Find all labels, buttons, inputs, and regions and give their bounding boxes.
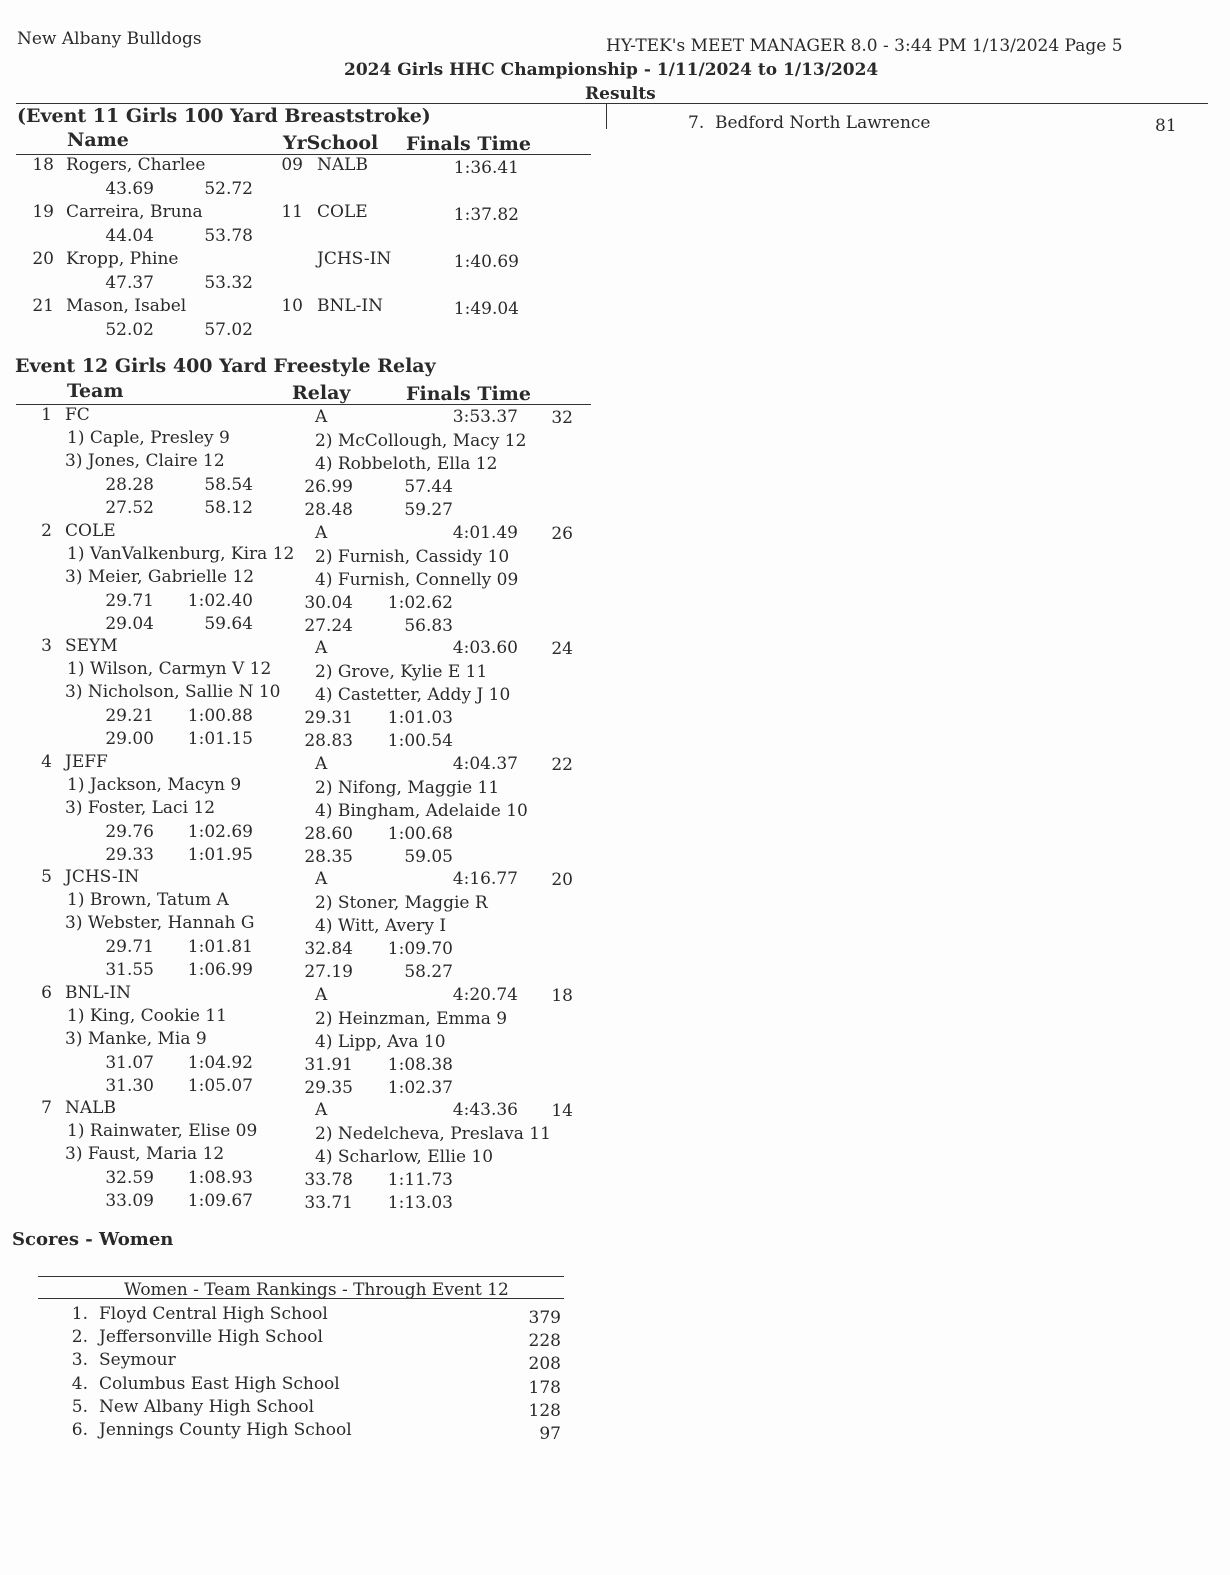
swimmer-name: Mason, Isabel bbox=[66, 296, 187, 316]
swimmer-school: BNL-IN bbox=[317, 296, 383, 316]
split-time: 1:01.15 bbox=[187, 729, 253, 749]
relay-letter: A bbox=[315, 753, 328, 774]
relay-swimmer: 4) Castetter, Addy J 10 bbox=[315, 685, 511, 705]
event11-col-finals: Finals Time bbox=[406, 133, 531, 155]
rankings-title: Women - Team Rankings - Through Event 12 bbox=[124, 1280, 509, 1300]
relay-swimmer: 3) Webster, Hannah G bbox=[65, 913, 255, 933]
header-rule bbox=[16, 103, 1208, 104]
event11-col-name: Name bbox=[67, 129, 129, 151]
ranking-team: Jeffersonville High School bbox=[99, 1327, 323, 1348]
relay-swimmer: 4) Robbeloth, Ella 12 bbox=[315, 454, 498, 474]
split-time: 58.54 bbox=[204, 475, 253, 495]
split-time: 52.72 bbox=[204, 179, 253, 199]
ranking-points: 128 bbox=[528, 1400, 561, 1421]
relay-team: NALB bbox=[65, 1098, 116, 1118]
split-time: 1:06.99 bbox=[187, 960, 253, 980]
ranking-rank: 3. bbox=[71, 1350, 88, 1371]
split-time: 28.60 bbox=[304, 823, 353, 844]
relay-place: 1 bbox=[41, 405, 52, 425]
relay-swimmer: 4) Scharlow, Ellie 10 bbox=[315, 1147, 494, 1167]
split-time: 1:01.81 bbox=[187, 937, 253, 957]
ranking-rank: 1. bbox=[71, 1304, 88, 1324]
relay-place: 5 bbox=[41, 867, 52, 887]
event12-col-team: Team bbox=[67, 380, 124, 402]
finals-time: 1:49.04 bbox=[453, 299, 519, 319]
relay-swimmer: 3) Jones, Claire 12 bbox=[65, 451, 225, 471]
split-time: 29.35 bbox=[304, 1077, 353, 1098]
relay-place: 4 bbox=[41, 751, 52, 772]
swimmer-year: 10 bbox=[281, 296, 303, 316]
finals-time: 1:36.41 bbox=[453, 158, 519, 178]
relay-points: 32 bbox=[551, 408, 573, 428]
split-time: 31.91 bbox=[304, 1054, 353, 1075]
split-time: 1:05.07 bbox=[187, 1075, 253, 1096]
relay-swimmer: 4) Lipp, Ava 10 bbox=[315, 1031, 446, 1052]
header-software: HY-TEK's MEET MANAGER 8.0 - 3:44 PM 1/13/2024 Page 5 bbox=[606, 36, 1123, 56]
relay-swimmer: 1) Caple, Presley 9 bbox=[67, 428, 230, 448]
relay-finals-time: 4:20.74 bbox=[452, 984, 518, 1005]
ranking-points: 208 bbox=[528, 1354, 561, 1375]
relay-place: 3 bbox=[41, 636, 52, 656]
split-time: 1:09.67 bbox=[187, 1191, 253, 1211]
split-time: 29.33 bbox=[105, 844, 154, 865]
relay-swimmer: 4) Witt, Avery I bbox=[315, 916, 447, 936]
split-time: 33.71 bbox=[304, 1193, 353, 1213]
swimmer-school: NALB bbox=[317, 155, 368, 175]
relay-points: 20 bbox=[551, 870, 573, 890]
relay-team: JCHS-IN bbox=[65, 867, 140, 887]
split-time: 1:00.68 bbox=[387, 823, 453, 844]
event12-title: Event 12 Girls 400 Yard Freestyle Relay bbox=[15, 355, 436, 377]
relay-team: SEYM bbox=[65, 636, 118, 656]
section-title: Results bbox=[585, 84, 656, 104]
relay-finals-time: 4:43.36 bbox=[452, 1100, 518, 1120]
split-time: 52.02 bbox=[105, 320, 154, 340]
event12-col-finals: Finals Time bbox=[406, 383, 531, 405]
relay-points: 14 bbox=[551, 1101, 573, 1121]
relay-swimmer: 2) Nedelcheva, Preslava 11 bbox=[315, 1124, 551, 1144]
split-time: 53.32 bbox=[204, 273, 253, 293]
relay-swimmer: 3) Foster, Laci 12 bbox=[65, 797, 216, 818]
split-time: 58.27 bbox=[404, 962, 453, 982]
result-place: 18 bbox=[32, 155, 54, 175]
relay-swimmer: 1) King, Cookie 11 bbox=[67, 1005, 227, 1026]
relay-swimmer: 4) Furnish, Connelly 09 bbox=[315, 569, 519, 590]
split-time: 33.78 bbox=[304, 1170, 353, 1190]
relay-swimmer: 3) Nicholson, Sallie N 10 bbox=[65, 682, 281, 702]
relay-swimmer: 2) Heinzman, Emma 9 bbox=[315, 1008, 508, 1029]
rankings-top-rule bbox=[38, 1276, 564, 1277]
event12-header-rule bbox=[16, 404, 591, 405]
ranking-points: 97 bbox=[539, 1424, 561, 1444]
split-time: 1:01.95 bbox=[187, 844, 253, 865]
relay-swimmer: 1) VanValkenburg, Kira 12 bbox=[67, 543, 295, 564]
relay-swimmer: 2) Stoner, Maggie R bbox=[315, 893, 488, 913]
split-time: 31.55 bbox=[105, 960, 154, 980]
ranking-team: Seymour bbox=[99, 1350, 176, 1371]
swimmer-year: 11 bbox=[281, 202, 303, 222]
split-time: 28.35 bbox=[304, 846, 353, 867]
split-time: 28.83 bbox=[304, 731, 353, 751]
split-time: 58.12 bbox=[204, 498, 253, 518]
relay-place: 2 bbox=[41, 520, 52, 541]
ranking-points: 228 bbox=[528, 1331, 561, 1352]
relay-team: COLE bbox=[65, 520, 116, 541]
split-time: 44.04 bbox=[105, 226, 154, 246]
relay-place: 7 bbox=[41, 1098, 52, 1118]
column-divider bbox=[606, 104, 607, 129]
split-time: 47.37 bbox=[105, 273, 154, 293]
relay-swimmer: 2) McCollough, Macy 12 bbox=[315, 431, 527, 451]
split-time: 1:04.92 bbox=[187, 1052, 253, 1073]
relay-team: JEFF bbox=[65, 751, 108, 772]
split-time: 57.02 bbox=[204, 320, 253, 340]
result-place: 19 bbox=[32, 202, 54, 222]
ranking-rank: 6. bbox=[71, 1420, 88, 1440]
split-time: 1:00.54 bbox=[387, 731, 453, 751]
split-time: 29.31 bbox=[304, 708, 353, 728]
split-time: 28.48 bbox=[304, 500, 353, 520]
relay-letter: A bbox=[315, 984, 328, 1005]
event11-col-yrschool: YrSchool bbox=[283, 132, 379, 154]
split-time: 1:02.37 bbox=[387, 1077, 453, 1098]
relay-swimmer: 3) Meier, Gabrielle 12 bbox=[65, 566, 255, 587]
split-time: 1:13.03 bbox=[387, 1193, 453, 1213]
swimmer-year: 09 bbox=[281, 155, 303, 175]
event12-col-relay: Relay bbox=[292, 382, 351, 404]
relay-finals-time: 4:01.49 bbox=[452, 522, 518, 543]
relay-letter: A bbox=[315, 407, 328, 427]
split-time: 1:02.69 bbox=[187, 821, 253, 842]
relay-place: 6 bbox=[41, 982, 52, 1003]
split-time: 27.52 bbox=[105, 498, 154, 518]
rankings-bottom-rule bbox=[38, 1298, 564, 1299]
split-time: 43.69 bbox=[105, 179, 154, 199]
relay-finals-time: 4:03.60 bbox=[452, 638, 518, 658]
relay-swimmer: 2) Nifong, Maggie 11 bbox=[315, 777, 500, 798]
relay-team: BNL-IN bbox=[65, 982, 131, 1003]
split-time: 26.99 bbox=[304, 477, 353, 497]
relay-swimmer: 1) Rainwater, Elise 09 bbox=[67, 1121, 258, 1141]
split-time: 27.24 bbox=[304, 615, 353, 636]
split-time: 29.04 bbox=[105, 613, 154, 634]
ranking-points: 379 bbox=[528, 1308, 561, 1328]
split-time: 57.44 bbox=[404, 477, 453, 497]
swimmer-school: JCHS-IN bbox=[317, 249, 392, 269]
swimmer-name: Kropp, Phine bbox=[66, 249, 179, 269]
split-time: 31.30 bbox=[105, 1075, 154, 1096]
swimmer-name: Carreira, Bruna bbox=[66, 202, 203, 222]
split-time: 1:11.73 bbox=[387, 1170, 453, 1190]
relay-swimmer: 1) Jackson, Macyn 9 bbox=[67, 774, 242, 795]
result-place: 20 bbox=[32, 249, 54, 269]
swimmer-name: Rogers, Charlee bbox=[66, 155, 206, 175]
header-team: New Albany Bulldogs bbox=[17, 29, 202, 49]
relay-swimmer: 1) Brown, Tatum A bbox=[67, 890, 229, 910]
relay-finals-time: 3:53.37 bbox=[452, 407, 518, 427]
split-time: 33.09 bbox=[105, 1191, 154, 1211]
relay-swimmer: 2) Furnish, Cassidy 10 bbox=[315, 546, 510, 567]
split-time: 1:09.70 bbox=[387, 939, 453, 959]
relay-finals-time: 4:04.37 bbox=[452, 753, 518, 774]
split-time: 1:02.62 bbox=[387, 592, 453, 613]
event11-title: (Event 11 Girls 100 Yard Breaststroke) bbox=[17, 105, 431, 127]
relay-swimmer: 3) Faust, Maria 12 bbox=[65, 1144, 225, 1164]
relay-points: 26 bbox=[551, 523, 573, 544]
result-place: 21 bbox=[32, 296, 54, 316]
ranking-points: 178 bbox=[528, 1377, 561, 1398]
split-time: 59.64 bbox=[204, 613, 253, 634]
ranking-rank: 5. bbox=[71, 1396, 88, 1417]
split-time: 30.04 bbox=[304, 592, 353, 613]
split-time: 1:01.03 bbox=[387, 708, 453, 728]
split-time: 53.78 bbox=[204, 226, 253, 246]
split-time: 1:08.93 bbox=[187, 1168, 253, 1188]
relay-swimmer: 1) Wilson, Carmyn V 12 bbox=[67, 659, 272, 679]
ranking-7-points: 81 bbox=[1155, 116, 1177, 136]
relay-letter: A bbox=[315, 869, 328, 889]
swimmer-school: COLE bbox=[317, 202, 368, 222]
relay-letter: A bbox=[315, 1100, 328, 1120]
relay-swimmer: 2) Grove, Kylie E 11 bbox=[315, 662, 488, 682]
split-time: 31.07 bbox=[105, 1052, 154, 1073]
ranking-team: New Albany High School bbox=[99, 1396, 315, 1417]
ranking-7-team: Bedford North Lawrence bbox=[715, 113, 931, 133]
split-time: 29.21 bbox=[105, 706, 154, 726]
ranking-team: Jennings County High School bbox=[99, 1420, 352, 1440]
ranking-team: Columbus East High School bbox=[99, 1373, 340, 1394]
relay-points: 18 bbox=[551, 985, 573, 1006]
ranking-rank: 2. bbox=[71, 1327, 88, 1348]
split-time: 29.76 bbox=[105, 821, 154, 842]
relay-swimmer: 3) Manke, Mia 9 bbox=[65, 1028, 207, 1049]
split-time: 29.00 bbox=[105, 729, 154, 749]
ranking-rank: 4. bbox=[71, 1373, 88, 1394]
relay-letter: A bbox=[315, 522, 328, 543]
relay-letter: A bbox=[315, 638, 328, 658]
split-time: 1:02.40 bbox=[187, 590, 253, 611]
split-time: 1:00.88 bbox=[187, 706, 253, 726]
ranking-7-rank: 7. bbox=[688, 113, 705, 133]
split-time: 29.71 bbox=[105, 937, 154, 957]
meet-title: 2024 Girls HHC Championship - 1/11/2024 to 1/13/2024 bbox=[344, 60, 879, 80]
split-time: 32.59 bbox=[105, 1168, 154, 1188]
ranking-team: Floyd Central High School bbox=[99, 1304, 328, 1324]
split-time: 32.84 bbox=[304, 939, 353, 959]
split-time: 59.05 bbox=[404, 846, 453, 867]
split-time: 1:08.38 bbox=[387, 1054, 453, 1075]
scores-title: Scores - Women bbox=[12, 1229, 174, 1250]
split-time: 29.71 bbox=[105, 590, 154, 611]
relay-team: FC bbox=[65, 405, 90, 425]
relay-points: 24 bbox=[551, 639, 573, 659]
relay-swimmer: 4) Bingham, Adelaide 10 bbox=[315, 800, 528, 821]
relay-points: 22 bbox=[551, 754, 573, 775]
split-time: 56.83 bbox=[404, 615, 453, 636]
split-time: 59.27 bbox=[404, 500, 453, 520]
finals-time: 1:37.82 bbox=[453, 205, 519, 225]
split-time: 27.19 bbox=[304, 962, 353, 982]
relay-finals-time: 4:16.77 bbox=[452, 869, 518, 889]
finals-time: 1:40.69 bbox=[453, 252, 519, 272]
split-time: 28.28 bbox=[105, 475, 154, 495]
